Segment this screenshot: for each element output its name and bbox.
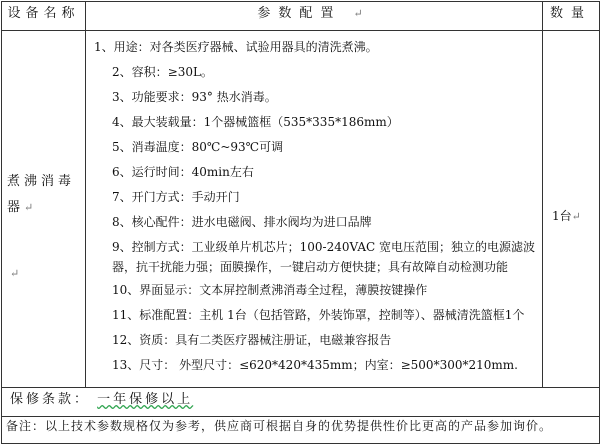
param-item: 12、资质：具有二类医疗器械注册证，电磁兼容报告 bbox=[112, 333, 392, 347]
header-params bbox=[86, 2, 543, 31]
header-row bbox=[2, 2, 600, 31]
return-mark-icon: ↵ bbox=[10, 267, 20, 280]
param-item: 6、运行时间：40min左右 bbox=[112, 165, 254, 179]
param-item: 9、控制方式：工业级单片机芯片；100-240VAC 宽电压范围；独立的电源滤波器，抗干扰能力强；面膜操作，一键启动方便快捷；具有故障自动检测功能 bbox=[112, 240, 536, 274]
device-qty: 1台↵ bbox=[552, 209, 581, 223]
param-item: 11、标准配置：主机 1台（包括管路，外装饰罩，控制等）、器械清洗篮框1个 bbox=[112, 308, 525, 322]
param-item: 13、尺寸： 外型尺寸：≤620*420*435mm；内室：≥500*300*210mm. bbox=[112, 358, 518, 372]
header-params-label: 参数配置 bbox=[257, 6, 342, 21]
qty-cell bbox=[543, 31, 600, 388]
warranty-value: 一年保修以上 bbox=[97, 392, 194, 407]
param-item: 4、最大装载量：1个器械篮框（535*335*186mm） bbox=[112, 115, 399, 129]
warranty-row bbox=[2, 388, 600, 417]
return-mark-icon: ↵ bbox=[24, 201, 38, 214]
warranty-label: 保修条款： bbox=[10, 392, 91, 407]
param-item: 7、开门方式：手动开门 bbox=[112, 190, 240, 204]
param-item: 5、消毒温度：80℃~93℃可调 bbox=[112, 140, 284, 154]
param-item: 1、用途：对各类医疗器械、试验用器具的清洗煮沸。 bbox=[94, 40, 378, 54]
return-mark-icon: ↵ bbox=[353, 7, 371, 20]
header-device-name-label: 设备名称 bbox=[7, 6, 80, 21]
device-name: 煮沸消毒器↵ bbox=[7, 174, 76, 215]
note-row bbox=[2, 417, 600, 444]
param-item: 3、功能要求：93° 热水消毒。 bbox=[112, 90, 277, 104]
param-item: 2、容积：≥30L。 bbox=[112, 65, 213, 79]
param-item: 8、核心配件：进水电磁阀、排水阀均为进口品牌 bbox=[112, 215, 372, 229]
note-text: 备注：以上技术参数规格仅为参考，供应商可根据自身的优势提供性价比更高的产品参加询价。 bbox=[6, 419, 553, 433]
param-item: 10、界面显示：文本屏控制煮沸消毒全过程，薄膜按键操作 bbox=[112, 283, 428, 297]
warranty-cell bbox=[2, 388, 600, 417]
header-qty bbox=[543, 2, 600, 31]
return-mark-icon: ↵ bbox=[571, 210, 581, 223]
header-device-name bbox=[2, 2, 86, 31]
header-qty-label: 数量 bbox=[549, 6, 592, 21]
note-cell bbox=[2, 417, 600, 444]
device-name-cell bbox=[2, 31, 86, 388]
params-cell bbox=[86, 31, 543, 388]
spec-table bbox=[1, 1, 600, 444]
device-row bbox=[2, 31, 600, 388]
